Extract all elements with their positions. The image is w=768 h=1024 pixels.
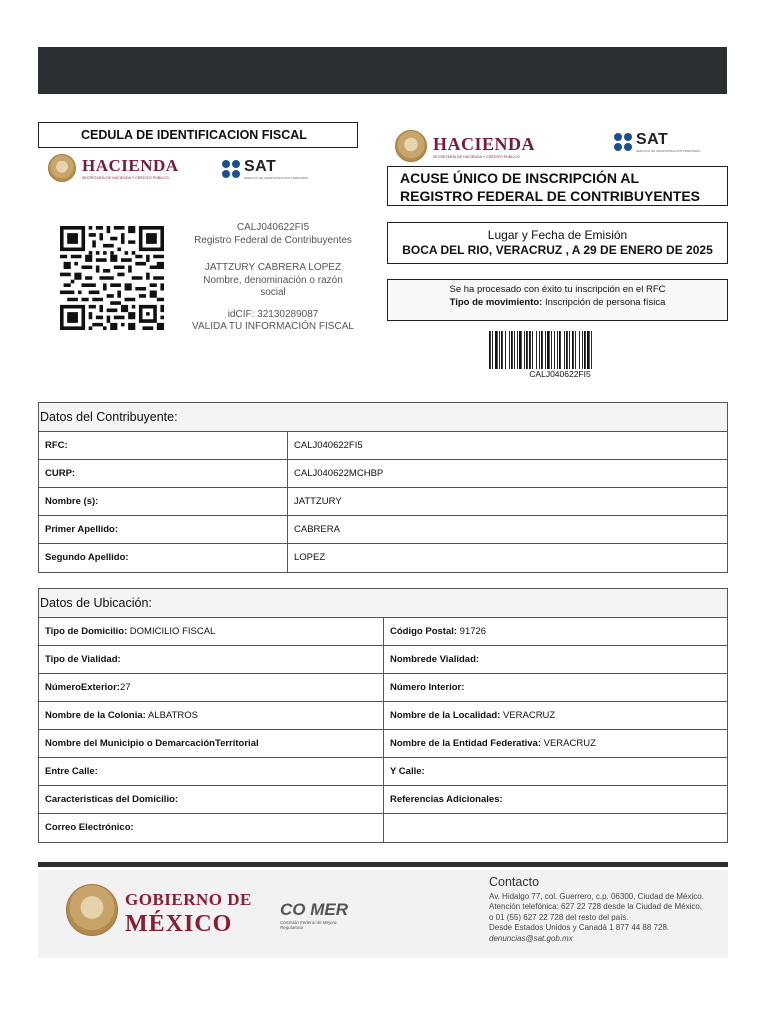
- ubicacion-cell: [39, 758, 384, 785]
- contribuyente-table: [38, 402, 728, 573]
- barcode-bar: [569, 331, 570, 369]
- field-label: RFC:: [39, 432, 288, 459]
- ubicacion-cell: [39, 618, 384, 645]
- barcode-bar: [526, 331, 528, 369]
- ubicacion-cell: [384, 702, 727, 729]
- top-bar: [38, 47, 727, 94]
- barcode-bar: [519, 331, 522, 369]
- contribuyente-row: [39, 488, 727, 516]
- field-value: ALBATROS: [145, 710, 198, 721]
- ubicacion-row: [39, 702, 727, 730]
- gobierno-line2: MÉXICO: [125, 911, 233, 937]
- procesado-box: [387, 279, 728, 321]
- barcode-bar: [557, 331, 558, 369]
- qr-info-block: [190, 222, 356, 334]
- field-label: Nombre de la Colonia:: [45, 710, 146, 721]
- ubicacion-cell: [384, 786, 727, 813]
- contacto-block: [489, 877, 721, 944]
- field-label: Nombre de la Entidad Federativa:: [390, 738, 541, 749]
- barcode-bar: [587, 331, 590, 369]
- tipo-movimiento-label: Tipo de movimiento:: [449, 297, 543, 308]
- qr-rfc-label: Registro Federal de Contribuyentes: [194, 234, 352, 246]
- conamer-logo: [280, 900, 350, 930]
- barcode-bar: [532, 331, 533, 369]
- cedula-title: CEDULA DE IDENTIFICACION FISCAL: [38, 122, 358, 148]
- tipo-movimiento-value: Inscripción de persona física: [544, 297, 666, 308]
- field-value: 91726: [457, 626, 487, 637]
- field-label: Primer Apellido:: [39, 516, 288, 543]
- field-label: Nombre del Municipio o DemarcaciónTerritorial: [45, 738, 259, 749]
- barcode-bar: [582, 331, 583, 369]
- ubicacion-cell: [384, 758, 727, 785]
- contacto-line: Atención telefónica: 627 22 728 desde la Ciudad de México,: [489, 902, 703, 911]
- field-label: NúmeroExterior:: [45, 682, 120, 693]
- ubicacion-row: [39, 814, 727, 842]
- barcode-bar: [579, 331, 580, 369]
- barcode-bar: [536, 331, 537, 369]
- mexico-seal-icon: [66, 884, 118, 936]
- contribuyente-row: [39, 432, 727, 460]
- contribuyente-row: [39, 516, 727, 544]
- procesado-message: Se ha procesado con éxito tu inscripción en el RFC: [449, 284, 666, 295]
- ubicacion-cell: [39, 646, 384, 673]
- barcode-bar: [524, 331, 525, 369]
- barcode-bar: [545, 331, 546, 369]
- contribuyente-title: Datos del Contribuyente:: [39, 403, 727, 432]
- mexico-seal-icon: [48, 154, 76, 182]
- contacto-line: o 01 (55) 627 22 728 del resto del país.: [489, 912, 629, 922]
- barcode-bar: [514, 331, 515, 369]
- field-label: Código Postal:: [390, 626, 458, 637]
- sat-logo-left: [222, 158, 308, 180]
- barcode-text: CALJ040622FI5: [529, 369, 591, 379]
- barcode-bar: [584, 331, 586, 369]
- field-value: LOPEZ: [294, 552, 326, 563]
- field-value: VERACRUZ: [540, 738, 596, 749]
- mexico-seal-icon: [395, 130, 427, 162]
- ubicacion-cell: [39, 674, 384, 701]
- field-label: Caracteristicas del Domicilio:: [45, 794, 179, 805]
- field-label: Tipo de Domicilio:: [45, 626, 128, 637]
- field-value: JATTZURY: [294, 496, 342, 507]
- barcode-bar: [551, 331, 552, 369]
- barcode-bar: [564, 331, 565, 369]
- lugar-label: Lugar y Fecha de Emisión: [487, 228, 628, 242]
- barcode-icon: [487, 331, 633, 369]
- sat-dots-icon: [222, 160, 240, 178]
- contribuyente-row: [39, 460, 727, 488]
- contacto-email-link[interactable]: denuncias@sat.gob.mx: [489, 933, 573, 943]
- ubicacion-cell: [384, 674, 727, 701]
- field-label: Y Calle:: [390, 766, 425, 777]
- ubicacion-cell: [384, 646, 727, 673]
- sat-subtitle: SERVICIO DE ADMINISTRACIÓN TRIBUTARIA: [244, 176, 309, 180]
- lugar-value: BOCA DEL RIO, VERACRUZ , A 29 DE ENERO DE 2025: [402, 243, 713, 257]
- barcode-bar: [554, 331, 555, 369]
- ubicacion-cell: [39, 814, 384, 842]
- ubicacion-cell: [384, 814, 727, 842]
- sat-wordmark: SAT: [244, 158, 277, 175]
- hacienda-subtitle: SECRETARÍA DE HACIENDA Y CRÉDITO PÚBLICO: [433, 154, 520, 159]
- sat-subtitle: SERVICIO DE ADMINISTRACIÓN TRIBUTARIA: [636, 149, 701, 153]
- field-label: Segundo Apellido:: [39, 544, 288, 572]
- hacienda-wordmark: HACIENDA: [433, 133, 536, 154]
- ubicacion-row: [39, 786, 727, 814]
- barcode-bar: [539, 331, 540, 369]
- qr-code-icon: [60, 226, 164, 330]
- contacto-line: Av. Hidalgo 77, col. Guerrero, c.p. 06300, Ciudad de México.: [489, 891, 704, 901]
- barcode-bar: [529, 331, 531, 369]
- ubicacion-cell: [39, 786, 384, 813]
- ubicacion-cell: [39, 702, 384, 729]
- barcode-bar: [517, 331, 518, 369]
- sat-dots-icon: [614, 133, 632, 151]
- ubicacion-row: [39, 646, 727, 674]
- barcode-bar: [591, 331, 592, 369]
- field-label: Correo Electrónico:: [45, 822, 134, 833]
- sat-logo-right: [614, 131, 700, 153]
- barcode-bar: [499, 331, 500, 369]
- field-label: Entre Calle:: [45, 766, 98, 777]
- barcode-bar: [566, 331, 568, 369]
- lugar-fecha-box: [387, 222, 728, 264]
- qr-valida: VALIDA TU INFORMACIÓN FISCAL: [192, 321, 354, 332]
- field-label: Nombre de la Localidad:: [390, 710, 501, 721]
- field-label: Nombrede Vialidad:: [390, 654, 480, 665]
- conamer-subtitle: Comisión Federal de Mejora Regulatoria: [280, 920, 337, 930]
- ubicacion-table: [38, 588, 728, 843]
- barcode-bar: [541, 331, 543, 369]
- ubicacion-row: [39, 618, 727, 646]
- field-label: CURP:: [39, 460, 288, 487]
- field-label: Referencias Adicionales:: [390, 794, 503, 805]
- footer-divider: [38, 862, 728, 867]
- ubicacion-row: [39, 674, 727, 702]
- field-value: CALJ040622FI5: [294, 440, 363, 451]
- barcode-bar: [559, 331, 561, 369]
- qr-rfc: CALJ040622FI5: [236, 222, 310, 233]
- contacto-title: Contacto: [489, 875, 540, 889]
- qr-idcif: idCIF: 32130289087: [227, 308, 319, 320]
- barcode-bar: [509, 331, 510, 369]
- acuse-title-line2: REGISTRO FEDERAL DE CONTRIBUYENTES: [400, 188, 700, 204]
- acuse-title: [387, 166, 728, 206]
- hacienda-subtitle: SECRETARÍA DE HACIENDA Y CRÉDITO PÚBLICO: [82, 176, 169, 180]
- ubicacion-row: [39, 730, 727, 758]
- ubicacion-cell: [39, 730, 384, 757]
- barcode-bar: [489, 331, 491, 369]
- ubicacion-title: Datos de Ubicación:: [39, 589, 727, 618]
- field-value: 27: [119, 682, 131, 693]
- hacienda-logo-left: [48, 154, 179, 182]
- sat-wordmark: SAT: [636, 131, 669, 148]
- ubicacion-row: [39, 758, 727, 786]
- barcode-bar: [505, 331, 506, 369]
- gobierno-line1: GOBIERNO DE: [125, 890, 252, 909]
- barcode-bar: [511, 331, 513, 369]
- field-label: Tipo de Vialidad:: [45, 654, 121, 665]
- field-label: Número Interior:: [390, 682, 465, 693]
- barcode-bar: [495, 331, 498, 369]
- hacienda-logo-right: [395, 130, 535, 162]
- barcode-bar: [572, 331, 574, 369]
- barcode-bar: [492, 331, 493, 369]
- field-label: Nombre (s):: [39, 488, 288, 515]
- field-value: CALJ040622MCHBP: [294, 468, 384, 479]
- hacienda-wordmark: HACIENDA: [82, 156, 179, 175]
- barcode-bar: [547, 331, 550, 369]
- qr-name-label: Nombre, denominación o razón social: [203, 274, 343, 298]
- field-value: VERACRUZ: [500, 710, 556, 721]
- conamer-wordmark: CO MER: [280, 900, 348, 919]
- contribuyente-row: [39, 544, 727, 572]
- barcode-bar: [575, 331, 576, 369]
- barcode-bar: [501, 331, 503, 369]
- ubicacion-cell: [384, 730, 727, 757]
- field-value: DOMICILIO FISCAL: [127, 626, 216, 637]
- acuse-title-line1: ACUSE ÚNICO DE INSCRIPCIÓN AL: [400, 170, 640, 186]
- gobierno-mexico-logo: [125, 888, 252, 936]
- qr-name: JATTZURY CABRERA LOPEZ: [204, 262, 342, 273]
- field-value: CABRERA: [294, 524, 340, 535]
- ubicacion-cell: [384, 618, 727, 645]
- contacto-line: Desde Estados Unidos y Canadá 1 877 44 88 728.: [489, 923, 670, 932]
